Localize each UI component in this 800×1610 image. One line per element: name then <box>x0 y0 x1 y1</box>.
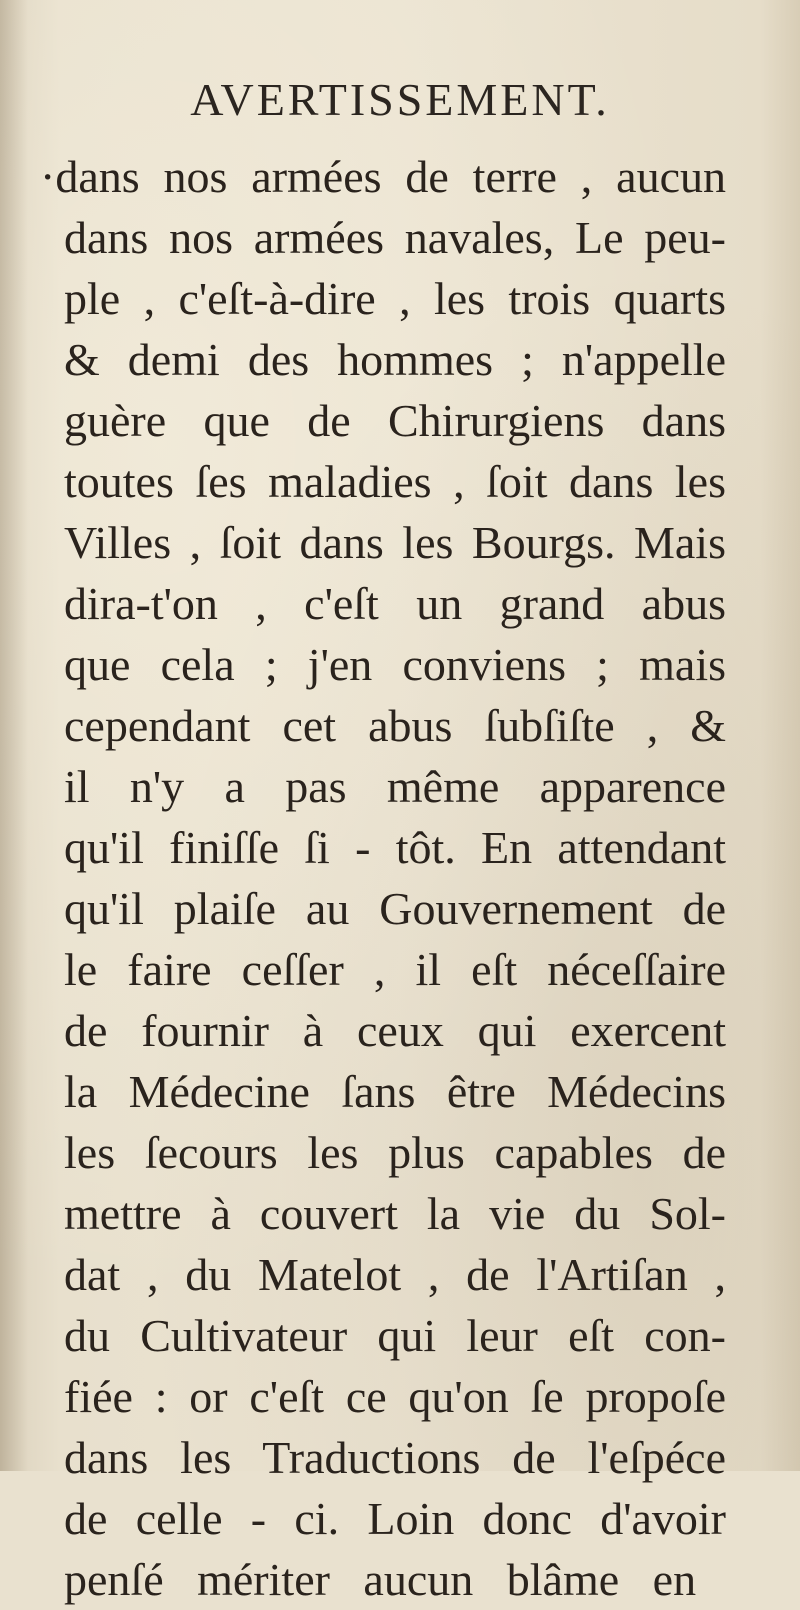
text-line: le faire ceſſer , il eſt néceſſaire <box>64 944 726 995</box>
text-line: dans nos armées navales, Le peu- <box>64 212 726 263</box>
body-text <box>36 146 726 1610</box>
text-line: qu'il finiſſe ſi - tôt. En attendant <box>64 822 726 873</box>
text-line: que cela ; j'en conviens ; mais <box>64 639 726 690</box>
text-line: penſé mériter aucun blâme en <box>64 1554 697 1605</box>
text-line: fiée : or c'eſt ce qu'on ſe propoſe <box>64 1371 726 1422</box>
text-line: toutes ſes maladies , ſoit dans les <box>64 456 726 507</box>
text-line: mettre à couvert la vie du Sol- <box>64 1188 726 1239</box>
text-line: guère que de Chirurgiens dans <box>64 395 726 446</box>
text-line: cependant cet abus ſubſiſte , & <box>64 700 726 751</box>
text-line: ple , c'eſt-à-dire , les trois quarts <box>64 273 726 324</box>
text-line: de fournir à ceux qui exercent <box>64 1005 726 1056</box>
text-line: la Médecine ſans être Médecins <box>64 1066 726 1117</box>
text-line: Villes , ſoit dans les Bourgs. Mais <box>64 517 726 568</box>
text-line: de celle - ci. Loin donc d'avoir <box>64 1493 726 1544</box>
text-line: & demi des hommes ; n'appelle <box>64 334 726 385</box>
text-line: il n'y a pas même apparence <box>64 761 726 812</box>
running-title: AVERTISSEMENT. <box>190 74 610 125</box>
text-line: ·dans nos armées de terre , aucun <box>40 151 726 202</box>
text-line: dat , du Matelot , de l'Artiſan , <box>64 1249 726 1300</box>
text-line: du Cultivateur qui leur eſt con- <box>64 1310 726 1361</box>
text-line: dans les Traductions de l'eſpéce <box>64 1432 726 1483</box>
text-line: qu'il plaiſe au Gouvernement de <box>64 883 726 934</box>
text-line: les ſecours les plus capables de <box>64 1127 726 1178</box>
text-line: dira-t'on , c'eſt un grand abus <box>64 578 726 629</box>
